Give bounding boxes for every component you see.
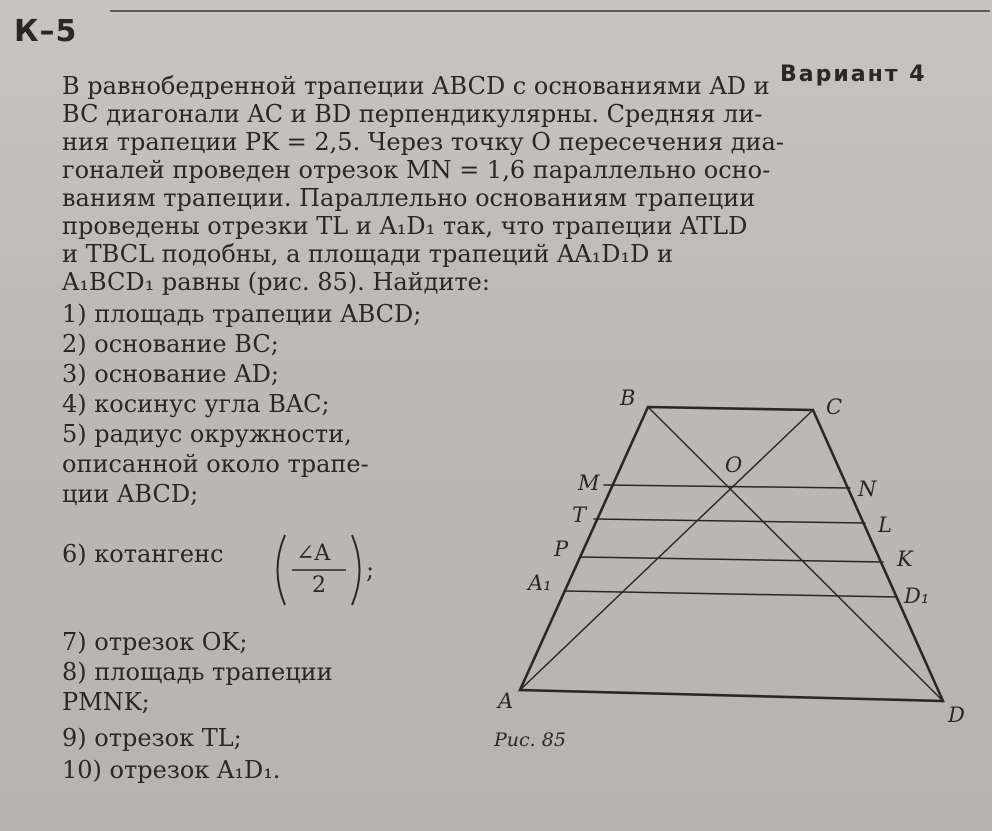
question-9: 9) отрезок TL;	[62, 724, 242, 752]
label-d1: D₁	[904, 584, 930, 608]
problem-line-3: ния трапеции PK = 2,5. Через точку O пересечения диа-	[62, 128, 784, 156]
problem-line-8: A₁BCD₁ равны (рис. 85). Найдите:	[62, 268, 490, 296]
question-7: 7) отрезок OK;	[62, 628, 248, 656]
label-k: K	[897, 547, 913, 571]
question-2: 2) основание BC;	[62, 330, 279, 358]
label-t: T	[572, 503, 587, 527]
worksheet-code: К–5	[14, 14, 78, 49]
question-10: 10) отрезок A₁D₁.	[62, 756, 281, 784]
question-6-denominator: 2	[312, 573, 326, 598]
question-6: 6) котангенс	[62, 540, 224, 568]
label-a: A	[498, 689, 514, 713]
question-8-line-1: 8) площадь трапеции	[62, 658, 333, 686]
label-n: N	[858, 477, 877, 501]
question-5-line-3: ции ABCD;	[62, 480, 199, 508]
question-4: 4) косинус угла BAC;	[62, 390, 330, 418]
problem-line-5: ваниям трапеции. Параллельно основаниям трапеции	[62, 184, 756, 212]
question-6-numerator: ∠A	[296, 541, 331, 566]
label-o: O	[725, 453, 743, 477]
label-c: C	[826, 395, 843, 419]
problem-line-6: проведены отрезки TL и A₁D₁ так, что трапеции ATLD	[62, 212, 748, 240]
problem-line-2: BC диагонали AC и BD перпендикулярны. Средняя ли-	[62, 100, 763, 128]
variant-label: Вариант 4	[780, 62, 927, 87]
question-1: 1) площадь трапеции ABCD;	[62, 300, 422, 328]
segment-a1d1	[565, 591, 897, 597]
problem-line-4: гоналей проведен отрезок MN = 1,6 параллельно осно-	[62, 156, 771, 184]
question-3: 3) основание AD;	[62, 360, 279, 388]
segment-pk	[580, 557, 883, 562]
label-b: B	[620, 386, 636, 410]
figure-caption: Рис. 85	[494, 729, 566, 751]
label-a1: A₁	[528, 571, 552, 595]
trapezoid-outline	[520, 407, 943, 701]
question-6-end: ;	[366, 556, 375, 584]
problem-line-1: В равнобедренной трапеции ABCD с основаниями AD и	[62, 72, 770, 100]
label-p: P	[554, 537, 569, 561]
label-m: M	[578, 471, 600, 495]
question-8-line-2: PMNK;	[62, 688, 150, 716]
problem-line-7: и TBCL подобны, а площади трапеций AA₁D₁D и	[62, 240, 673, 268]
question-5-line-2: описанной около трапе-	[62, 450, 369, 478]
segment-tl	[594, 519, 865, 523]
label-l: L	[878, 513, 892, 537]
label-d: D	[948, 703, 965, 727]
question-5-line-1: 5) радиус окружности,	[62, 420, 352, 448]
